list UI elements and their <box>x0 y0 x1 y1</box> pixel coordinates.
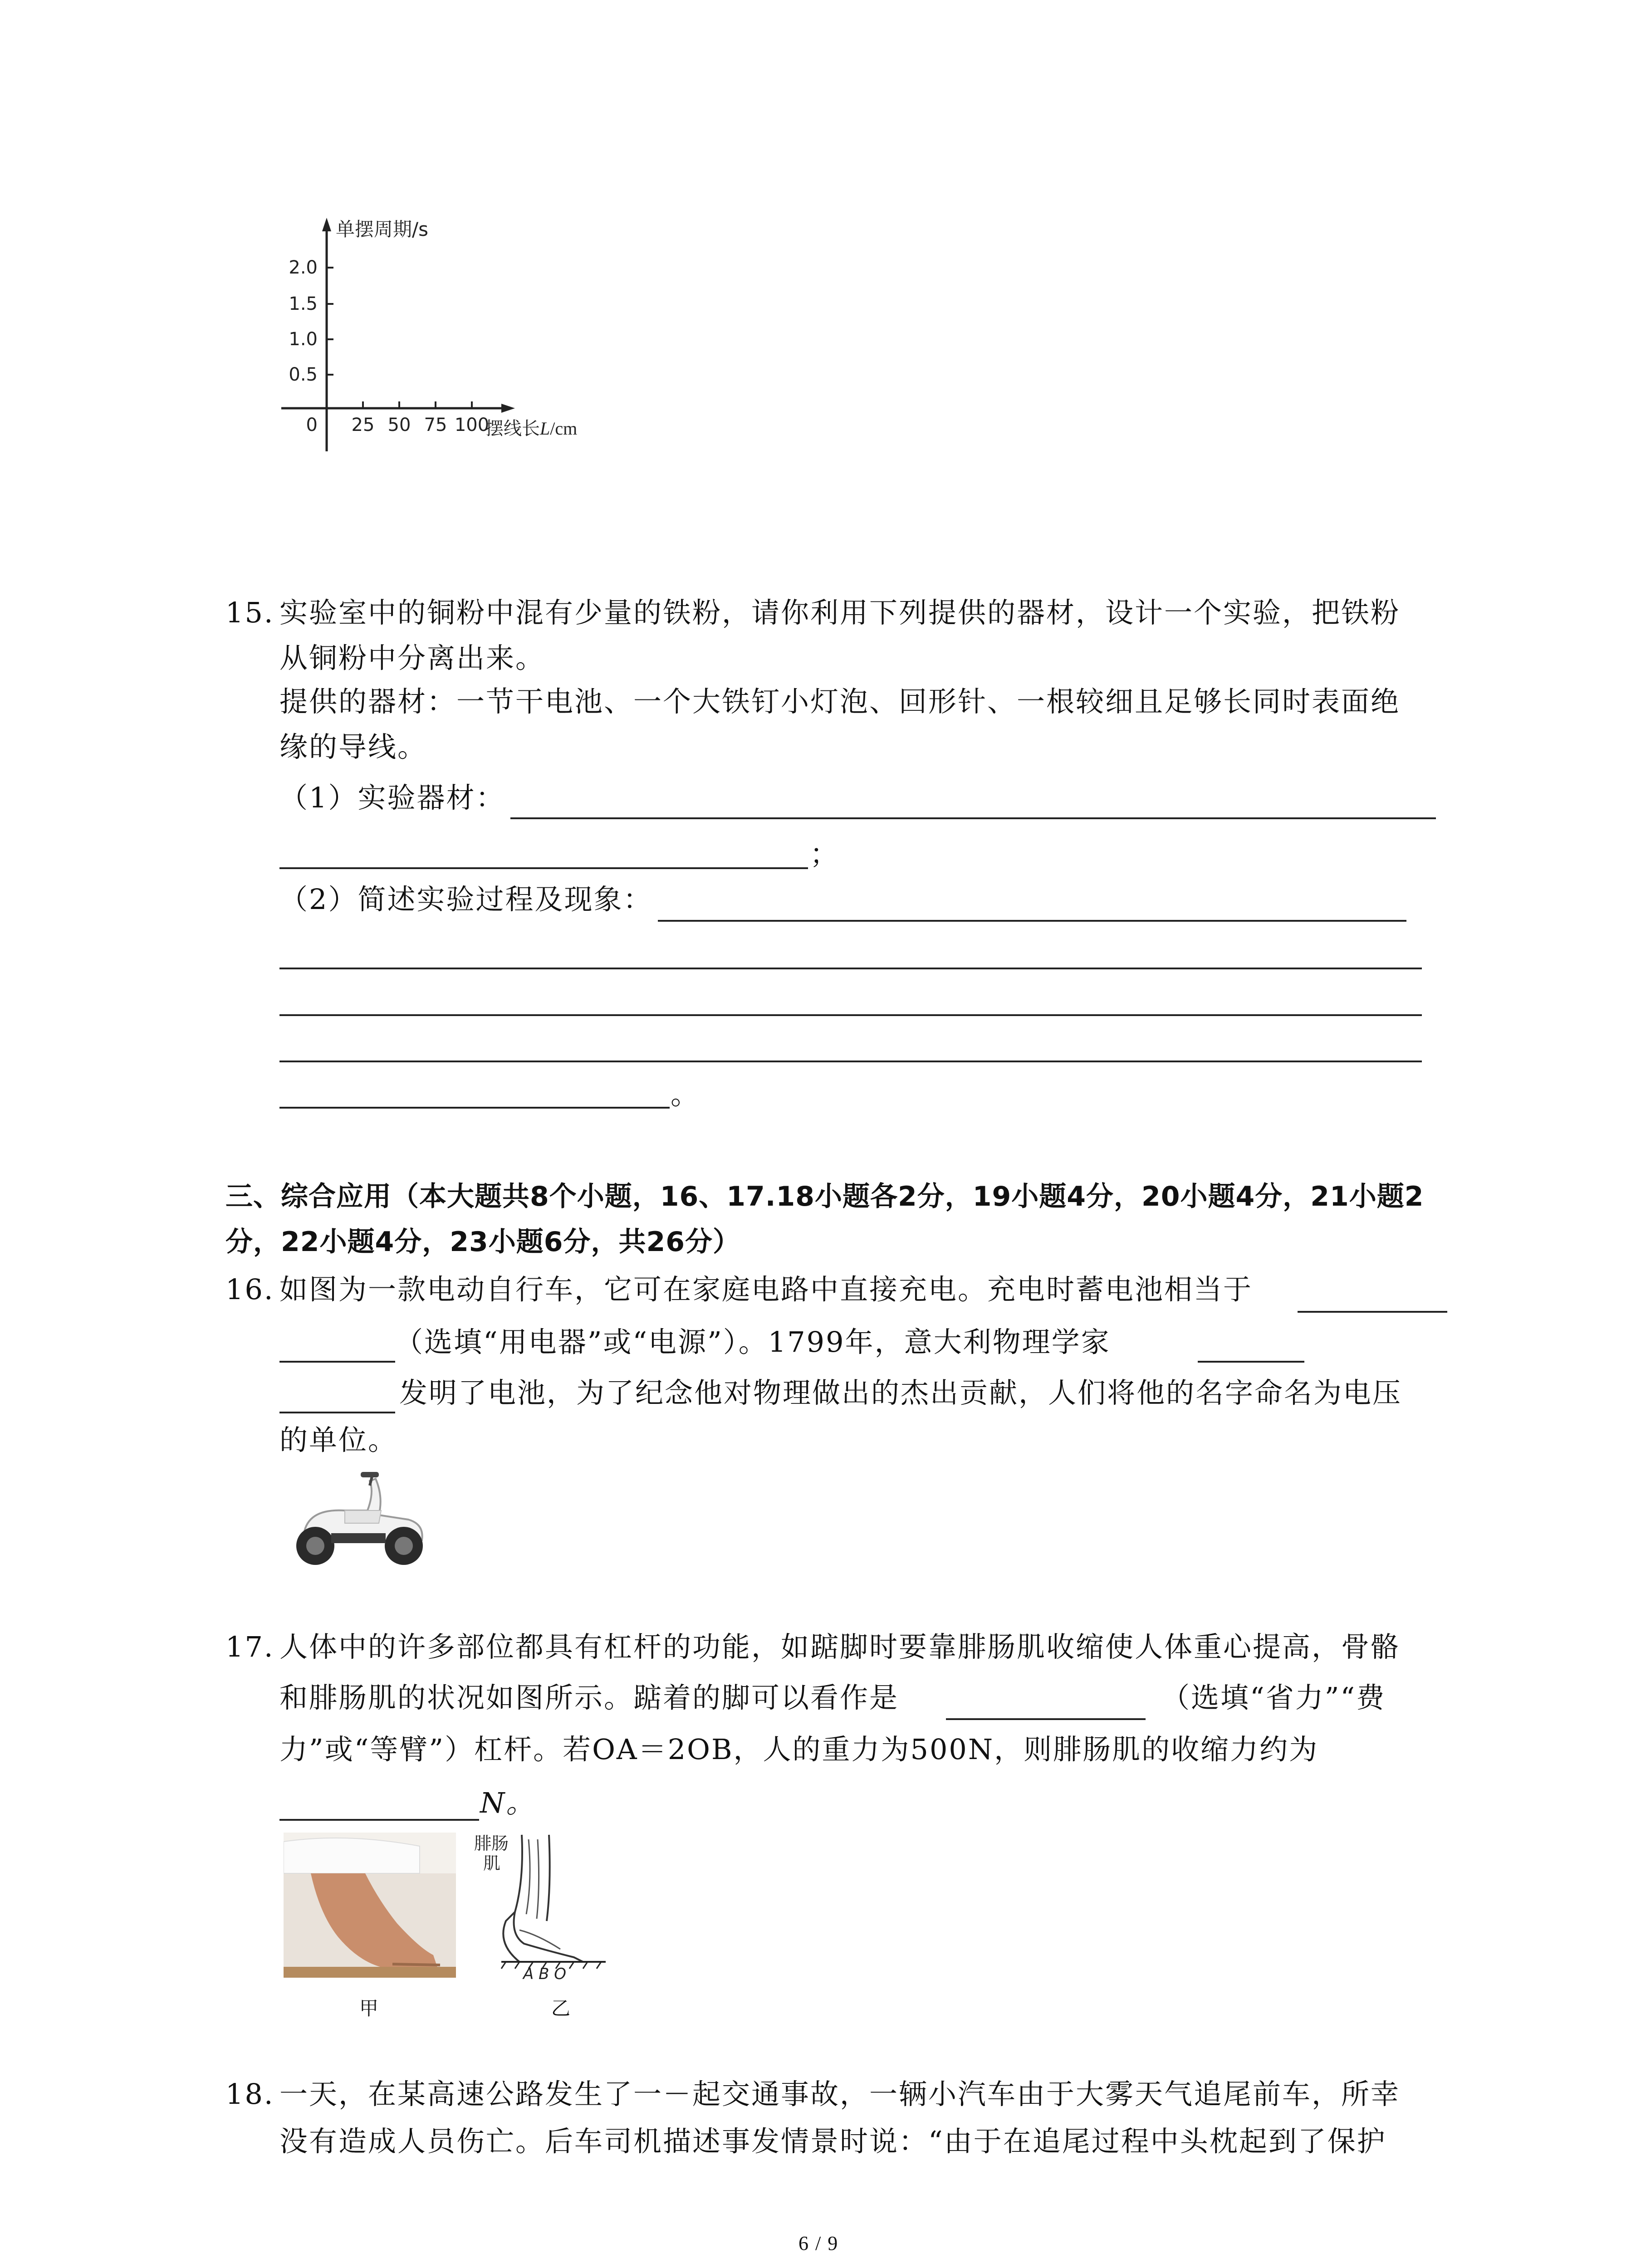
q15-part2-answer-line-5[interactable] <box>279 1107 670 1109</box>
q17-line3: 力”或“等臂”）杠杆。若OA＝2OB，人的重力为500N，则腓肠肌的收缩力约为 <box>279 1733 1319 1766</box>
q16-number: 16. <box>225 1273 274 1306</box>
q18-line1: 一天，在某高速公路发生了一－起交通事故，一辆小汽车由于大雾天气追尾前车，所幸 <box>279 2077 1401 2111</box>
q15-part2-answer-line-4[interactable] <box>279 1061 1422 1062</box>
q16-line3: 发明了电池，为了纪念他对物理做出的杰出贡献，人们将他的名字命名为电压 <box>399 1376 1402 1409</box>
q15-number: 15. <box>225 596 274 629</box>
figure-label-yi: 乙 <box>551 1997 571 2019</box>
q15-end-mark: 。 <box>671 1078 700 1111</box>
q16-line2: （选填“用电器”或“电源”）。1799年，意大利物理学家 <box>395 1325 1111 1359</box>
section3-heading-line1: 三、综合应用（本大题共8个小题，16、17.18小题各2分，19小题4分，20小题4分，21小题2 <box>225 1181 1424 1212</box>
q17-line2b: （选填“省力”“费 <box>1161 1681 1386 1714</box>
q15-part2-answer-line[interactable] <box>658 920 1406 922</box>
q15-line1: 实验室中的铜粉中混有少量的铁粉，请你利用下列提供的器材，设计一个实验，把铁粉 <box>279 596 1401 629</box>
page-number: 6 / 9 <box>798 2232 839 2254</box>
q15-line3: 提供的器材：一节干电池、一个大铁钉小灯泡、回形针、一根较细且足够长同时表面绝 <box>279 685 1401 718</box>
pendulum-period-graph <box>254 213 617 458</box>
x-tick-label: 75 <box>424 415 447 435</box>
electric-scooter-image <box>277 1465 431 1569</box>
q15-part1-answer-line[interactable] <box>510 817 1436 819</box>
y-tick-label: 1.5 <box>289 293 318 314</box>
q16-blank-1b[interactable] <box>279 1361 395 1363</box>
q15-part2-answer-line-3[interactable] <box>279 1014 1422 1016</box>
section3-heading-line2: 分，22小题4分，23小题6分，共26分） <box>225 1226 740 1258</box>
q18-number: 18. <box>225 2077 274 2111</box>
x-tick-label: 100 <box>454 415 490 435</box>
q15-line2: 从铜粉中分离出来。 <box>279 641 545 675</box>
x-axis-arrow-icon <box>501 404 515 413</box>
q18-line2: 没有造成人员伤亡。后车司机描述事发情景时说：“由于在追尾过程中头枕起到了保护 <box>279 2125 1386 2158</box>
q16-line4: 的单位。 <box>279 1423 398 1457</box>
x-axis-label-unit: /cm <box>550 418 578 439</box>
q17-line4-unit: N。 <box>480 1786 536 1819</box>
muscle-label-line2: 肌 <box>483 1853 501 1873</box>
y-tick-label: 1.0 <box>289 329 318 350</box>
q15-part2-answer-line-2[interactable] <box>279 968 1422 969</box>
muscle-label-line1: 腓肠 <box>474 1833 509 1853</box>
x-tick-label: 50 <box>387 415 411 435</box>
q17-line1: 人体中的许多部位都具有杠杆的功能，如踮脚时要靠腓肠肌收缩使人体重心提高，骨骼 <box>279 1630 1401 1663</box>
tiptoe-foot-photo <box>284 1833 456 1978</box>
q16-line1: 如图为一款电动自行车，它可在家庭电路中直接充电。充电时蓄电池相当于 <box>279 1273 1253 1306</box>
y-axis-label: 单摆周期/s <box>336 218 429 240</box>
lever-points-label: A B O <box>523 1965 566 1980</box>
q17-number: 17. <box>225 1630 274 1663</box>
q16-blank-1[interactable] <box>1298 1311 1447 1313</box>
x-axis-label <box>485 418 577 439</box>
q15-semicolon: ； <box>810 837 840 870</box>
q15-part2-label: （2）简述实验过程及现象： <box>279 883 653 916</box>
q17-blank-2[interactable] <box>279 1819 479 1821</box>
foot-lever-diagram <box>470 1830 624 1980</box>
y-tick-label: 2.0 <box>289 257 318 278</box>
y-tick-label: 0.5 <box>289 364 318 385</box>
figure-label-jia: 甲 <box>359 1997 379 2019</box>
y-axis-arrow-icon <box>322 218 331 231</box>
x-tick-label: 25 <box>351 415 375 435</box>
x-tick-label: 0 <box>306 415 318 435</box>
q15-part1-answer-line-2[interactable] <box>279 867 808 869</box>
q17-blank-1[interactable] <box>946 1718 1146 1720</box>
q15-part1-label: （1）实验器材： <box>279 781 505 814</box>
q15-line4: 缘的导线。 <box>279 730 427 763</box>
q16-blank-2b[interactable] <box>279 1412 395 1413</box>
x-axis-label-prefix: 摆线长 <box>485 418 540 439</box>
q16-blank-2[interactable] <box>1198 1361 1304 1363</box>
q17-line2a: 和腓肠肌的状况如图所示。踮着的脚可以看作是 <box>279 1681 899 1714</box>
x-axis-label-var: L <box>540 418 550 439</box>
